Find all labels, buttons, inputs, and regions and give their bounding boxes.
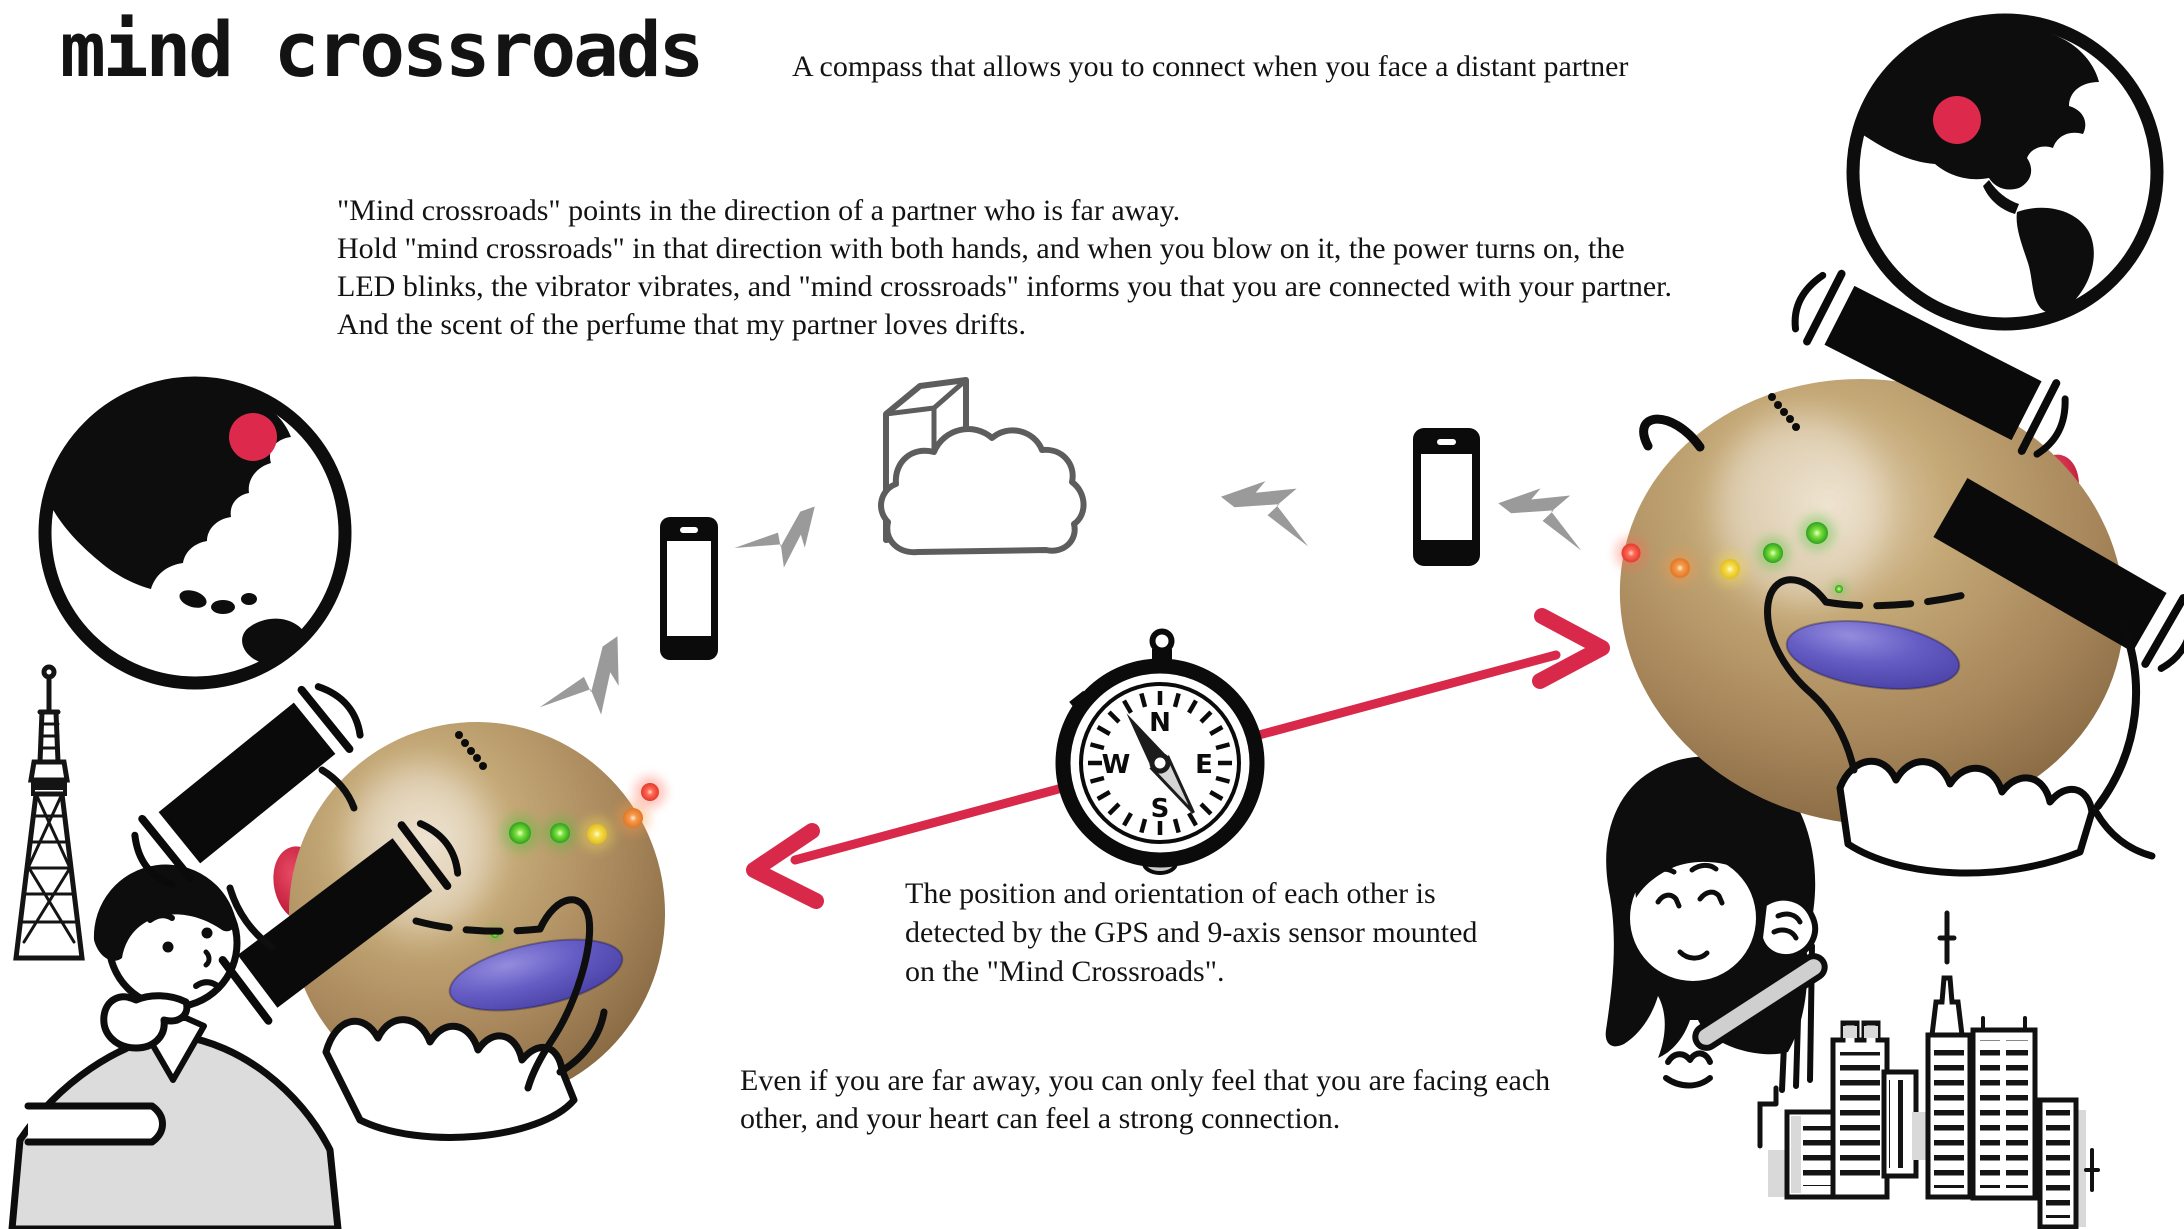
- lightning-bolt-icon: [734, 491, 832, 584]
- compass-icon: [1063, 632, 1257, 874]
- smartphone-icon: [1413, 428, 1480, 566]
- connection-line: other, and your heart can feel a strong connection.: [740, 1102, 1341, 1135]
- lightning-bolt-icon: [1492, 476, 1595, 550]
- gps-line: detected by the GPS and 9-axis sensor mounted: [905, 916, 1478, 949]
- page-subtitle: A compass that allows you to connect when you face a distant partner: [792, 50, 1629, 83]
- man-arm: [28, 1106, 163, 1142]
- compass-west-label: W: [1101, 750, 1131, 780]
- page-title: mind crossroads: [60, 5, 702, 94]
- tokyo-skytree-icon: [16, 667, 82, 958]
- intro-line: Hold "mind crossroads" in that direction with both hands, and when you blow on it, the power turns on, the: [337, 232, 1625, 265]
- gps-line: on the "Mind Crossroads".: [905, 955, 1225, 988]
- woman-hand: [1760, 898, 1815, 957]
- intro-paragraph: [337, 192, 1672, 344]
- compass-south-label: S: [1150, 794, 1170, 824]
- gps-line: The position and orientation of each other is: [905, 877, 1436, 910]
- connection-annotation: [740, 1062, 1550, 1138]
- intro-line: "Mind crossroads" points in the direction of a partner who is far away.: [337, 194, 1181, 227]
- connection-line: Even if you are far away, you can only feel that you are facing each: [740, 1064, 1551, 1097]
- location-dot-usa: [1933, 96, 1981, 144]
- holding-hand: [1840, 761, 2092, 873]
- location-dot-japan: [229, 413, 277, 461]
- cloud-server-icon: [881, 380, 1084, 552]
- lightning-bolt-icon: [1214, 468, 1323, 546]
- compass-north-label: N: [1149, 708, 1171, 738]
- compass-east-label: E: [1195, 750, 1213, 780]
- lightning-bolt-icon: [540, 623, 644, 739]
- intro-line: And the scent of the perfume that my partner loves drifts.: [337, 308, 1026, 341]
- intro-line: LED blinks, the vibrator vibrates, and "mind crossroads" informs you that you are connected with your partner.: [337, 270, 1672, 303]
- globe-americas-icon: [1853, 20, 2157, 324]
- gps-annotation: [905, 874, 1477, 991]
- smartphone-icon: [660, 517, 718, 660]
- globe-asia-icon: [45, 383, 345, 683]
